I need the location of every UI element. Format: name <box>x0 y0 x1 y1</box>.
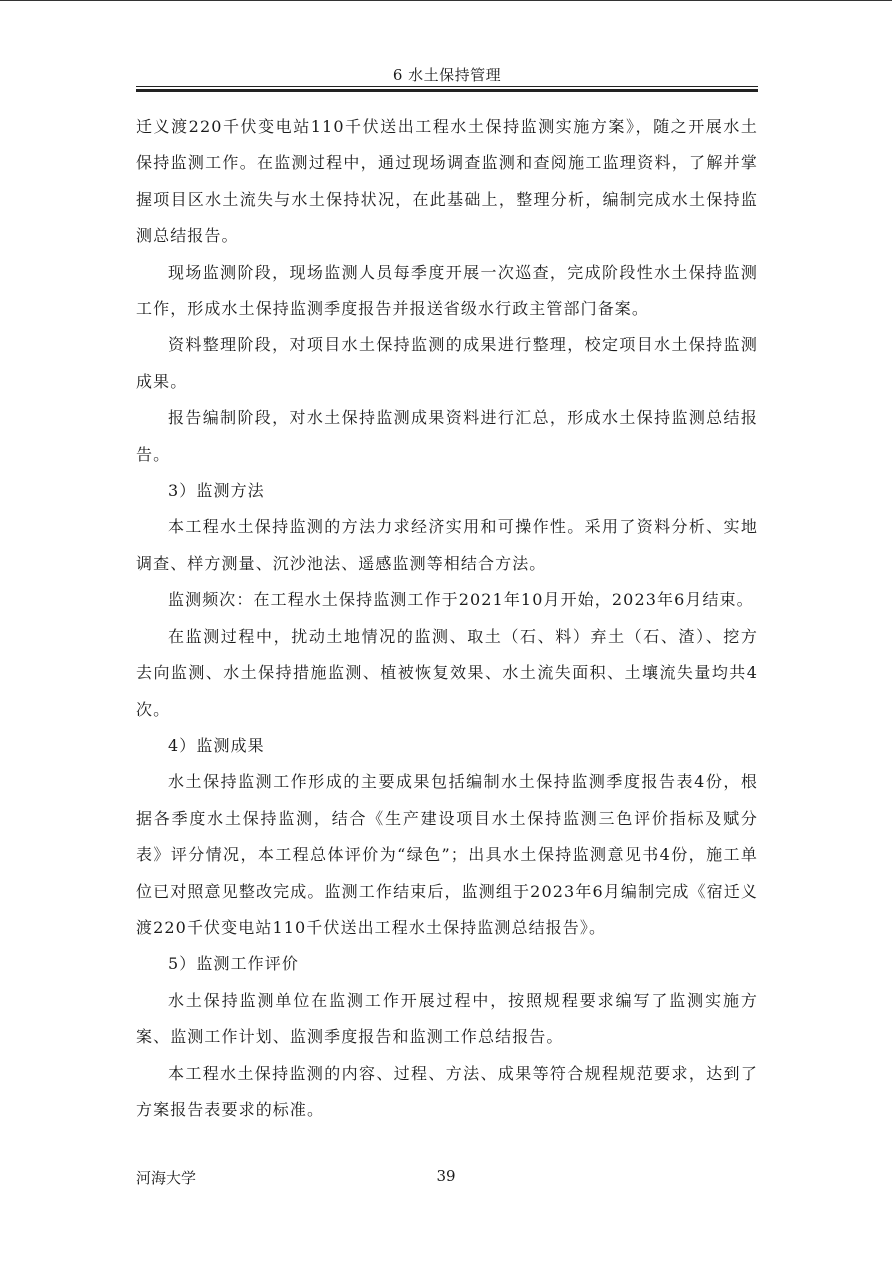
paragraph: 本工程水土保持监测的方法力求经济实用和可操作性。采用了资料分析、实地调查、样方测量、沉沙池法、遥感监测等相结合方法。 <box>136 517 758 573</box>
section-heading: 5）监测工作评价 <box>168 954 299 974</box>
paragraph: 本工程水土保持监测的内容、过程、方法、成果等符合规程规范要求，达到了方案报告表要求的标准。 <box>136 1063 758 1119</box>
paragraph: 水土保持监测单位在监测工作开展过程中，按照规程要求编写了监测实施方案、监测工作计划、监测季度报告和监测工作总结报告。 <box>136 990 758 1047</box>
page-number: 39 <box>436 1167 456 1185</box>
paragraph: 资料整理阶段，对项目水土保持监测的成果进行整理，校定项目水土保持监测成果。 <box>136 335 758 391</box>
body-text <box>136 109 758 1128</box>
section-heading: 4）监测成果 <box>168 735 265 755</box>
paragraph: 水土保持监测工作形成的主要成果包括编制水土保持监测季度报告表4份，根据各季度水土保持监测，结合《生产建设项目水土保持监测三色评价指标及赋分表》评分情况，本工程总体评价为“绿色”；出具水土保持监测意见书4份，施工单位已对照意见整改完成。监测工作结束后，监测组于2023年6月编制完成《宿迁义渡220千伏变电站110千伏送出工程水土保持监测总结报告》。 <box>136 772 758 937</box>
header-rule-thick <box>136 89 758 92</box>
footer-institution: 河海大学 <box>136 1169 197 1187</box>
running-header: 6 水土保持管理 <box>392 66 502 84</box>
paragraph-continuation: 迁义渡220千伏变电站110千伏送出工程水土保持监测实施方案》，随之开展水土保持监测工作。在监测过程中，通过现场调查监测和查阅施工监理资料，了解并掌握项目区水土流失与水土保持状况，在此基础上，整理分析，编制完成水土保持监测总结报告。 <box>136 117 758 246</box>
header-rule-thin <box>136 86 758 87</box>
paragraph: 报告编制阶段，对水土保持监测成果资料进行汇总，形成水土保持监测总结报告。 <box>136 408 758 464</box>
paragraph: 在监测过程中，扰动土地情况的监测、取土（石、料）弃土（石、渣）、挖方去向监测、水土保持措施监测、植被恢复效果、水土流失面积、土壤流失量均共4次。 <box>136 626 758 719</box>
paragraph: 现场监测阶段，现场监测人员每季度开展一次巡查，完成阶段性水土保持监测工作，形成水土保持监测季度报告并报送省级水行政主管部门备案。 <box>136 262 758 319</box>
page-top-edge <box>0 0 892 1</box>
paragraph: 监测频次：在工程水土保持监测工作于2021年10月开始，2023年6月结束。 <box>168 590 754 610</box>
section-heading: 3）监测方法 <box>168 481 265 501</box>
